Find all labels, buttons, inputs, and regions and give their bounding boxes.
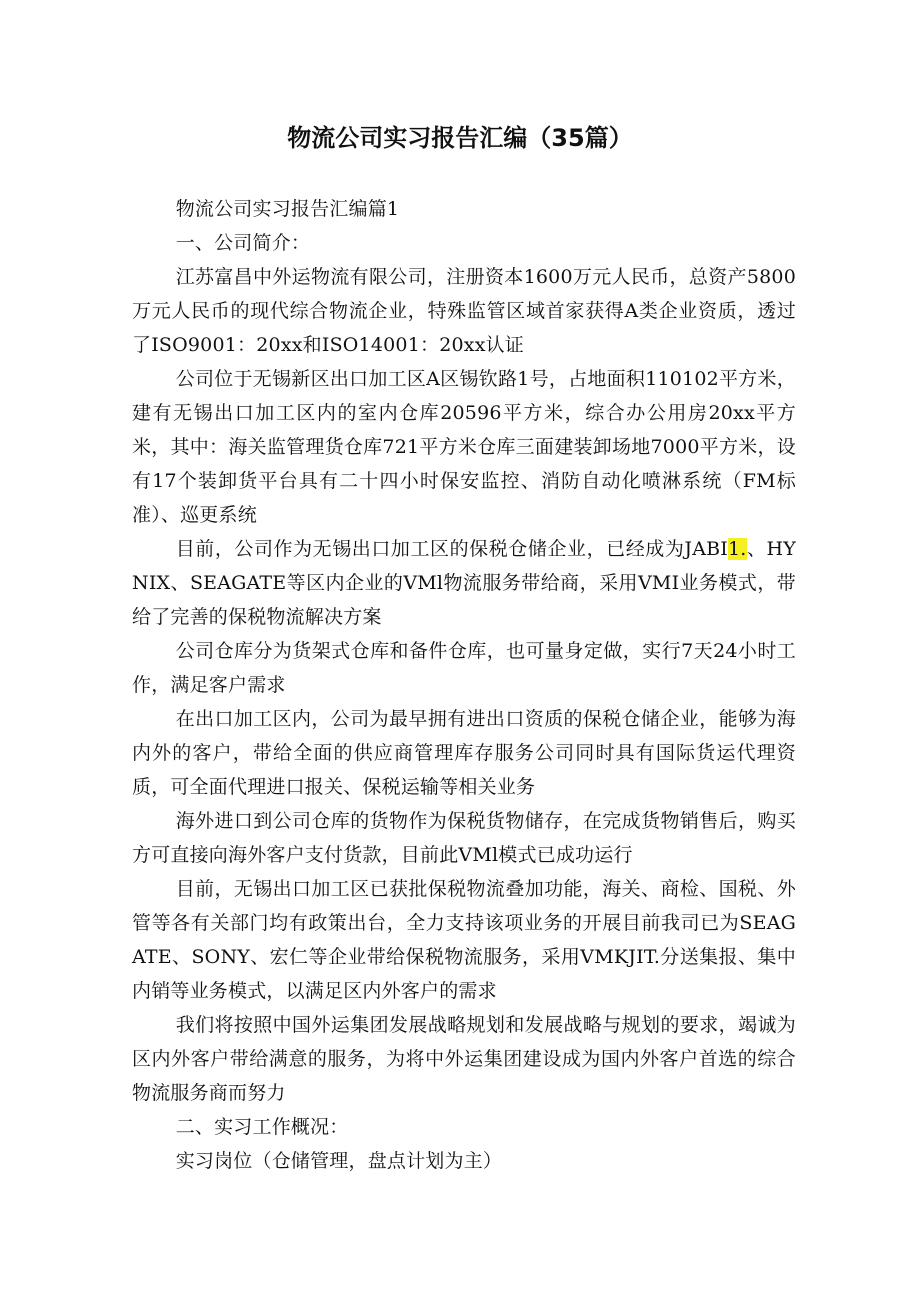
heading-company-intro: 一、公司简介：: [175, 232, 311, 254]
paragraph-bonded-warehouse: [132, 532, 796, 634]
heading-article-1: 物流公司实习报告汇编篇1: [175, 198, 400, 220]
paragraph-text-before: 目前，公司作为无锡出口加工区的保税仓储企业，已经成为JABI: [175, 538, 729, 560]
document-title: 物流公司实习报告汇编（35篇）: [287, 124, 633, 152]
paragraph-company-location: 公司位于无锡新区出口加工区A区锡钦路1号，占地面积110102平方米，建有无锡出口加工区内的室内仓库20596平方米，综合办公用房20xx平方米，其中：海关监管理货仓库721平方米仓库三面建装卸场地7000平方米，设有17个装卸货平台具有二十四小时保安监控、消防自动化喷淋系统（FM标准）、巡更系统: [132, 368, 796, 526]
paragraph-text-after: 、HYNIX、SEAGATE等区内企业的VMl物流服务带给商，采用VMI业务模式，带给了完善的保税物流解决方案: [132, 538, 796, 628]
heading-internship-overview: 二、实习工作概况：: [175, 1116, 349, 1138]
paragraph-vmi-model: 海外进口到公司仓库的货物作为保税货物储存，在完成货物销售后，购买方可直接向海外客户支付货款，目前此VMl模式已成功运行: [132, 810, 796, 866]
paragraph-import-export: 在出口加工区内，公司为最早拥有进出口资质的保税仓储企业，能够为海内外的客户，带给全面的供应商管理库存服务公司同时具有国际货运代理资质，可全面代理进口报关、保税运输等相关业务: [132, 708, 796, 798]
highlighted-text: 1.: [728, 538, 747, 560]
paragraph-strategy: 我们将按照中国外运集团发展战略规划和发展战略与规划的要求，竭诚为区内外客户带给满意的服务，为将中外运集团建设成为国内外客户首选的综合物流服务商而努力: [132, 1014, 796, 1104]
document-body: [132, 192, 796, 1178]
paragraph-warehouse-types: 公司仓库分为货架式仓库和备件仓库，也可量身定做，实行7天24小时工作，满足客户需求: [132, 640, 796, 696]
paragraph-internship-position: 实习岗位（仓储管理，盘点计划为主）: [175, 1150, 503, 1172]
paragraph-bonded-logistics: 目前，无锡出口加工区已获批保税物流叠加功能，海关、商检、国税、外管等各有关部门均有政策出台，全力支持该项业务的开展目前我司已为SEAGATE、SONY、宏仁等企业带给保税物流服务，采用VMKJIT.分送集报、集中内销等业务模式，以满足区内外客户的需求: [132, 878, 796, 1002]
paragraph-company-capital: 江苏富昌中外运物流有限公司，注册资本1600万元人民币，总资产5800万元人民币的现代综合物流企业，特殊监管区域首家获得A类企业资质，透过了ISO9001：20xx和ISO14001：20xx认证: [132, 266, 796, 356]
